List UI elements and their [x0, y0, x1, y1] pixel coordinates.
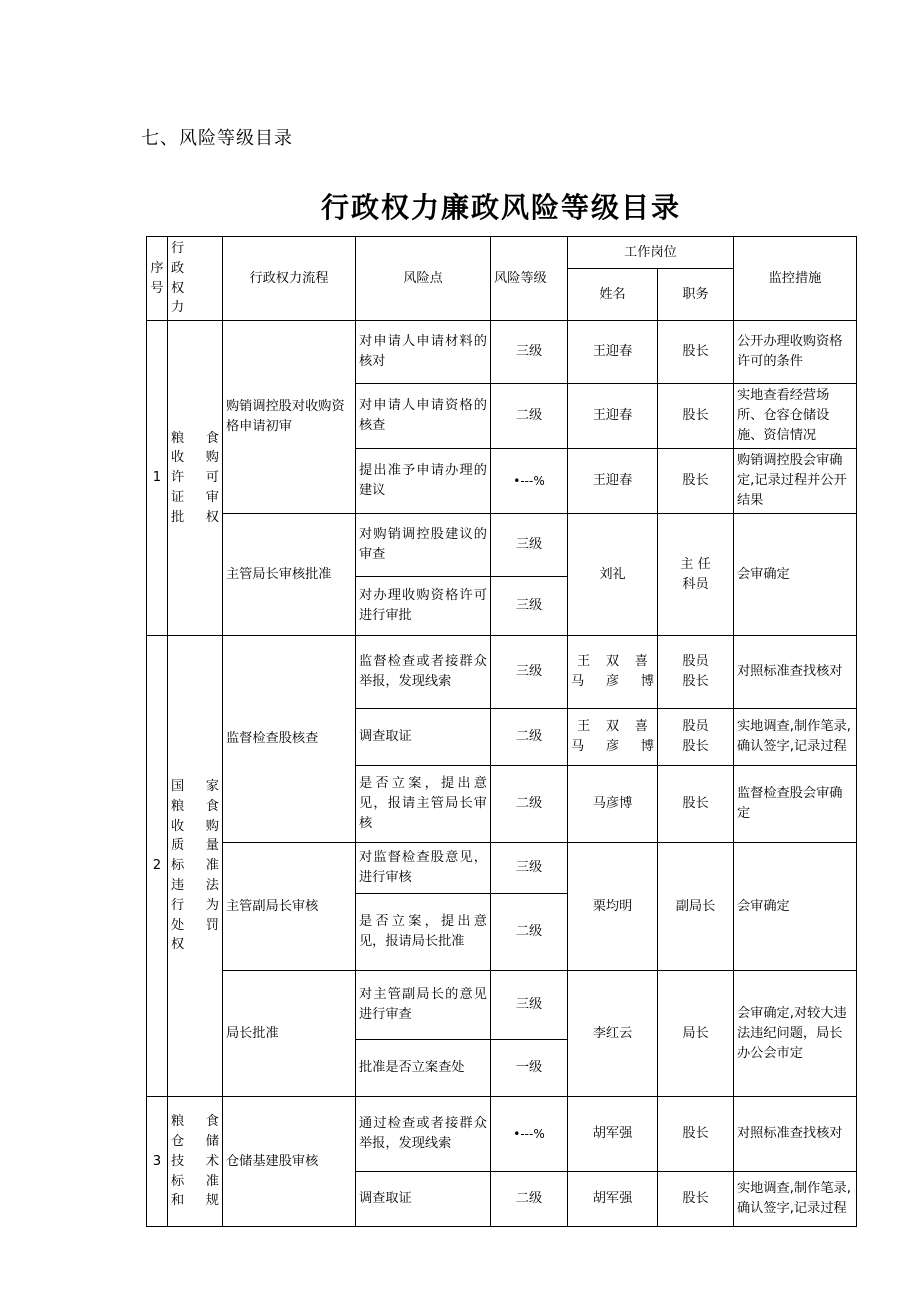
cell-name: 王迎春: [568, 384, 658, 449]
power-line: 粮 食: [171, 1114, 219, 1130]
cell-measure: 公开办理收购资格许可的条件: [734, 321, 857, 384]
duty-line: 股员: [682, 654, 709, 670]
cell-risk-point: 通过检查或者接群众举报，发现线索: [356, 1097, 491, 1172]
power-line: 违 法: [171, 878, 219, 894]
cell-flow: 仓储基建股审核: [223, 1097, 356, 1227]
cell-flow: 主管局长审核批准: [223, 514, 356, 636]
name-line: 王 双 喜: [577, 654, 648, 670]
table-row: [147, 843, 857, 894]
cell-risk-level: 二级: [491, 766, 568, 843]
cell-measure: 会审确定,对较大违法违纪问题，局长办公会市定: [734, 971, 857, 1097]
cell-seq: 1: [147, 321, 168, 636]
header-post-group: 工作岗位: [568, 237, 734, 269]
cell-duty: 股长: [658, 321, 734, 384]
power-line: 标 准: [171, 858, 219, 874]
cell-risk-point: 对申请人申请资格的核查: [356, 384, 491, 449]
cell-duty: [658, 514, 734, 636]
cell-risk-point: 对申请人申请材料的核对: [356, 321, 491, 384]
cell-power: [168, 636, 223, 1097]
power-line: 收 购: [171, 450, 219, 466]
power-line: 国 家: [171, 779, 219, 795]
cell-flow: 局长批准: [223, 971, 356, 1097]
cell-duty: [658, 636, 734, 709]
cell-name: 马彦博: [568, 766, 658, 843]
cell-name: [568, 709, 658, 766]
power-line: 许 可: [171, 470, 219, 486]
cell-name: 李红云: [568, 971, 658, 1097]
cell-power: [168, 1097, 223, 1227]
cell-risk-point: 对主管副局长的意见进行审查: [356, 971, 491, 1040]
table-row: [147, 514, 857, 577]
cell-risk-level: 一级: [491, 1040, 568, 1097]
cell-duty: 局长: [658, 971, 734, 1097]
cell-risk-level: 二级: [491, 894, 568, 971]
cell-measure: 对照标准查找核对: [734, 636, 857, 709]
cell-name: 栗均明: [568, 843, 658, 971]
cell-risk-level: 二级: [491, 709, 568, 766]
cell-flow: 购销调控股对收购资格申请初审: [223, 321, 356, 514]
cell-duty: 股长: [658, 1172, 734, 1227]
header-risk-level: 风险等级: [491, 237, 568, 321]
cell-risk-level: 三级: [491, 514, 568, 577]
power-line: 仓 储: [171, 1133, 219, 1149]
header-name: 姓名: [568, 269, 658, 321]
cell-risk-point: 对购销调控股建议的审查: [356, 514, 491, 577]
header-duty: 职务: [658, 269, 734, 321]
table-header: [147, 237, 857, 321]
name-line: 马彦博: [571, 739, 654, 755]
cell-risk-point: 是否立案，提出意见，报请局长批准: [356, 894, 491, 971]
cell-measure: 实地调查,制作笔录,确认签字,记录过程: [734, 1172, 857, 1227]
cell-risk-point: 是否立案，提出意见，报请主管局长审核: [356, 766, 491, 843]
duty-line: 股长: [682, 739, 709, 755]
cell-seq: 2: [147, 636, 168, 1097]
cell-risk-point: 监督检查或者接群众举报，发现线索: [356, 636, 491, 709]
power-line: 和规: [171, 1193, 219, 1209]
power-line: 权: [171, 937, 185, 953]
cell-risk-level: •---%: [491, 1097, 568, 1172]
power-line: 处 罚: [171, 917, 219, 933]
cell-name: [568, 636, 658, 709]
power-line: 粮 食: [171, 430, 219, 446]
cell-measure: 实地调查,制作笔录,确认签字,记录过程: [734, 709, 857, 766]
cell-power: [168, 321, 223, 636]
cell-seq: 3: [147, 1097, 168, 1227]
power-line: 收 购: [171, 818, 219, 834]
table-header-row-1: [147, 237, 857, 269]
cell-measure: 对照标准查找核对: [734, 1097, 857, 1172]
cell-name: 刘礼: [568, 514, 658, 636]
cell-risk-point: 调查取证: [356, 709, 491, 766]
table-row: [147, 1097, 857, 1172]
cell-measure: 监督检查股会审确定: [734, 766, 857, 843]
cell-measure: 购销调控股会审确定,记录过程并公开结果: [734, 449, 857, 514]
cell-risk-point: 提出准予申请办理的建议: [356, 449, 491, 514]
cell-risk-level: 二级: [491, 384, 568, 449]
cell-risk-level: •---%: [491, 449, 568, 514]
cell-risk-point: 对监督检查股意见，进行审核: [356, 843, 491, 894]
header-seq: 序号: [147, 237, 168, 321]
cell-duty: 副局长: [658, 843, 734, 971]
cell-risk-level: 二级: [491, 1172, 568, 1227]
page-title: 行政权力廉政风险等级目录: [320, 191, 681, 224]
cell-duty: 股长: [658, 384, 734, 449]
cell-duty: 股长: [658, 1097, 734, 1172]
duty-line: 股员: [682, 719, 709, 735]
cell-measure: 会审确定: [734, 514, 857, 636]
name-line: 马彦博: [571, 674, 654, 690]
power-line: 粮 食: [171, 798, 219, 814]
section-heading: 七、风险等级目录: [141, 128, 293, 149]
power-line: 标 准: [171, 1173, 219, 1189]
table-row: [147, 971, 857, 1040]
cell-flow: 监督检查股核查: [223, 636, 356, 843]
power-line: 证 审: [171, 490, 219, 506]
table-body: [147, 321, 857, 1227]
cell-risk-point: 调查取证: [356, 1172, 491, 1227]
cell-risk-level: 三级: [491, 636, 568, 709]
power-line: 批权: [171, 509, 219, 525]
name-line: 王 双 喜: [577, 719, 648, 735]
header-measure: 监控措施: [734, 237, 857, 321]
cell-name: 王迎春: [568, 321, 658, 384]
risk-level-table: [146, 236, 857, 1227]
cell-flow: 主管副局长审核: [223, 843, 356, 971]
duty-line: 科员: [682, 576, 709, 592]
cell-measure: 会审确定: [734, 843, 857, 971]
header-power: 行 政 权 力: [168, 237, 223, 321]
power-line: 质 量: [171, 838, 219, 854]
cell-duty: 股长: [658, 766, 734, 843]
cell-duty: [658, 709, 734, 766]
table-row: [147, 321, 857, 384]
cell-duty: 股长: [658, 449, 734, 514]
power-line: 行 为: [171, 897, 219, 913]
cell-risk-level: 三级: [491, 321, 568, 384]
duty-line: 主 任: [680, 556, 711, 572]
cell-measure: 实地查看经营场所、仓容仓储设施、资信情况: [734, 384, 857, 449]
power-line: 技 术: [171, 1153, 219, 1169]
duty-line: 股长: [682, 674, 709, 690]
header-flow: 行政权力流程: [223, 237, 356, 321]
cell-risk-level: 三级: [491, 971, 568, 1040]
cell-risk-point: 批准是否立案查处: [356, 1040, 491, 1097]
cell-risk-level: 三级: [491, 843, 568, 894]
cell-name: 胡军强: [568, 1097, 658, 1172]
cell-name: 王迎春: [568, 449, 658, 514]
cell-risk-point: 对办理收购资格许可进行审批: [356, 577, 491, 636]
table-row: [147, 636, 857, 709]
cell-risk-level: 三级: [491, 577, 568, 636]
header-risk-point: 风险点: [356, 237, 491, 321]
cell-name: 胡军强: [568, 1172, 658, 1227]
